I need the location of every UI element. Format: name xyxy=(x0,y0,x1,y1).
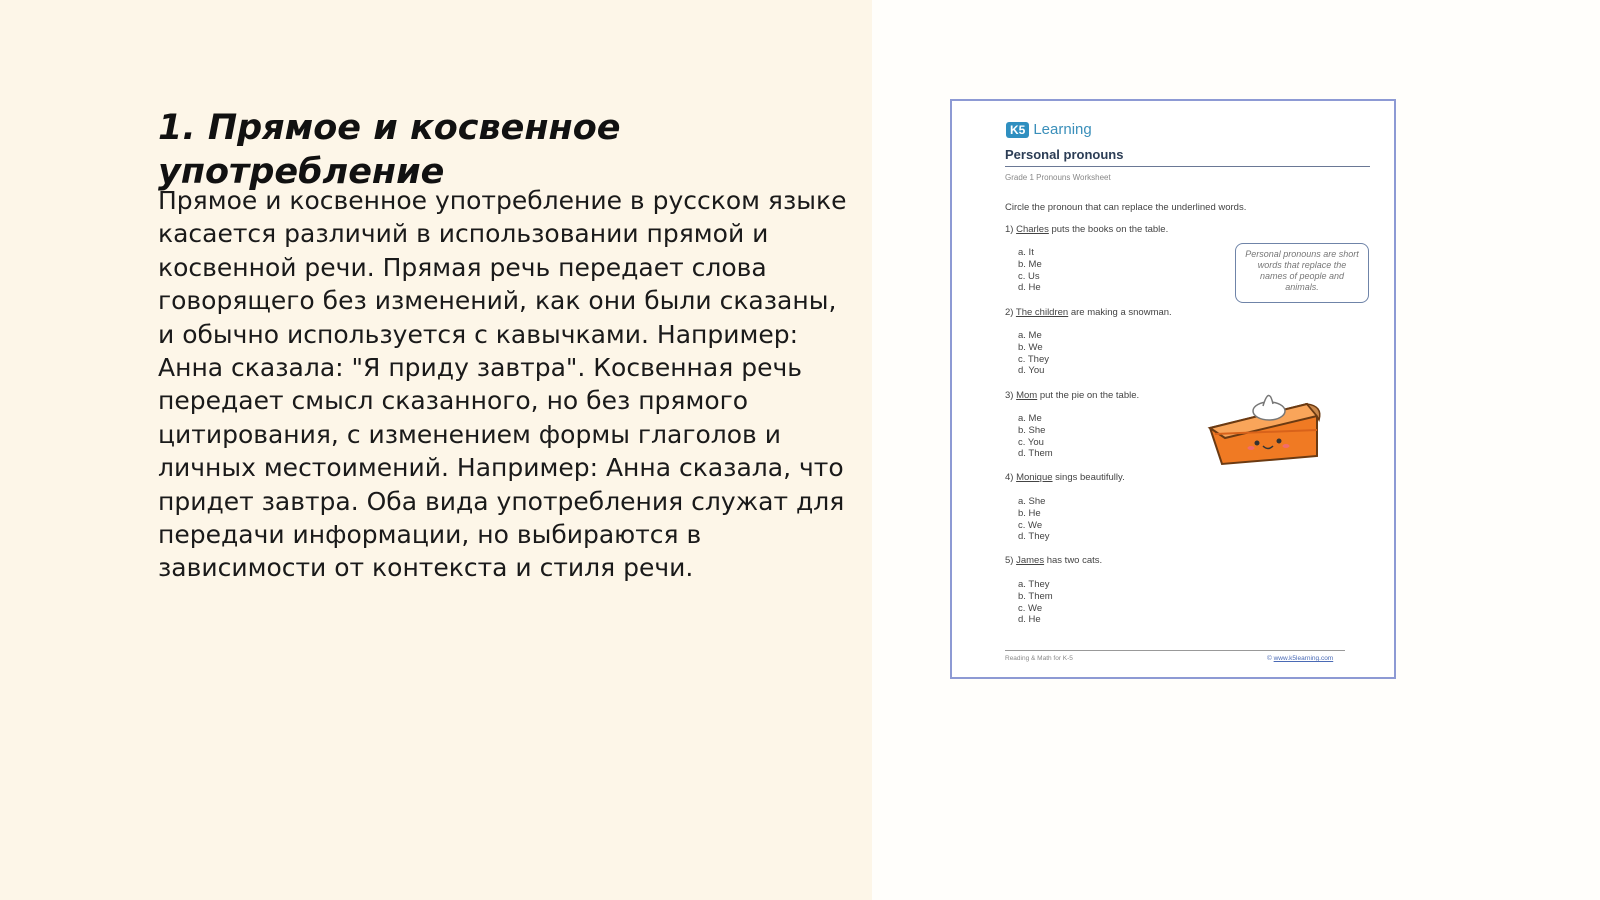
pronoun-callout: Personal pronouns are short words that replace the names of people and animals. xyxy=(1235,243,1369,303)
question-text: are making a snowman. xyxy=(1068,307,1172,318)
question-number: 3) xyxy=(1005,390,1014,401)
title-divider xyxy=(1005,166,1370,167)
option: d. Them xyxy=(1018,448,1053,460)
slide-title: 1. Прямое и косвенное употребление xyxy=(158,108,621,192)
underlined-word: Mom xyxy=(1016,390,1038,401)
question-3-options xyxy=(1018,413,1053,460)
option: d. You xyxy=(1018,365,1045,377)
footer-link xyxy=(1267,655,1333,662)
underlined-word: The children xyxy=(1015,307,1069,318)
footer-url: www.k5learning.com xyxy=(1273,655,1334,662)
underlined-word: James xyxy=(1016,555,1045,566)
option: b. We xyxy=(1018,341,1043,353)
option: c. We xyxy=(1018,602,1043,614)
question-number: 5) xyxy=(1005,555,1014,566)
worksheet-image xyxy=(950,99,1396,679)
option: b. Them xyxy=(1018,590,1053,602)
logo-badge: K5 xyxy=(1006,122,1029,138)
question-4-options xyxy=(1018,496,1050,543)
question-text: puts the books on the table. xyxy=(1048,224,1169,235)
underlined-word: Charles xyxy=(1016,224,1049,235)
question-2-options xyxy=(1018,330,1049,377)
option: a. She xyxy=(1018,496,1046,507)
question-text: sings beautifully. xyxy=(1052,472,1125,483)
slide-body-text: Прямое и косвенное употребление в русском языке касается различий в использовании прямой и косвенной речи. Прямая речь передает слова говорящего без изменений, как они были сказаны, и обычно используется с кавычками. Например: Анна сказала: "Я приду завтра". Косвенная речь передает смысл сказанного, но без прямого цитирования, с изменением формы глаголов и личных местоимений. Например: Анна сказала, что придет завтра. Оба вида употребления служат для передачи информации, но выбираются в зависимости от контекста и стиля речи. xyxy=(158,186,847,583)
logo-text: Learning xyxy=(1033,121,1092,138)
pie-icon xyxy=(1207,386,1327,471)
question-1 xyxy=(1005,224,1168,235)
question-text: put the pie on the table. xyxy=(1037,390,1140,401)
option: d. He xyxy=(1018,614,1041,626)
option: d. They xyxy=(1018,531,1050,543)
worksheet-subtitle: Grade 1 Pronouns Worksheet xyxy=(1005,173,1111,182)
question-text: has two cats. xyxy=(1044,555,1103,566)
question-5-options xyxy=(1018,579,1053,626)
option: b. She xyxy=(1018,424,1046,436)
footer-left-text: Reading & Math for K-5 xyxy=(1005,655,1073,662)
option: c. They xyxy=(1018,353,1049,365)
question-2 xyxy=(1005,307,1172,318)
option: a. Me xyxy=(1018,330,1042,341)
question-4 xyxy=(1005,472,1125,483)
copyright-symbol: © xyxy=(1267,655,1272,662)
option: a. They xyxy=(1018,579,1050,590)
question-3 xyxy=(1005,390,1139,401)
option: c. You xyxy=(1018,436,1044,448)
footer-divider xyxy=(1005,650,1345,651)
option: d. He xyxy=(1018,282,1041,294)
option: b. Me xyxy=(1018,258,1042,270)
option: c. Us xyxy=(1018,270,1040,282)
underlined-word: Monique xyxy=(1016,472,1053,483)
option: b. He xyxy=(1018,507,1041,519)
question-5 xyxy=(1005,555,1102,566)
question-1-options xyxy=(1018,247,1042,294)
option: a. It xyxy=(1018,247,1034,258)
question-number: 1) xyxy=(1005,224,1014,235)
option: a. Me xyxy=(1018,413,1042,424)
worksheet-instructions: Circle the pronoun that can replace the underlined words. xyxy=(1005,202,1247,213)
question-number: 2) xyxy=(1005,307,1014,318)
k5-learning-logo xyxy=(1006,121,1092,138)
question-number: 4) xyxy=(1005,472,1014,483)
worksheet-title: Personal pronouns xyxy=(1005,147,1124,162)
option: c. We xyxy=(1018,519,1043,531)
